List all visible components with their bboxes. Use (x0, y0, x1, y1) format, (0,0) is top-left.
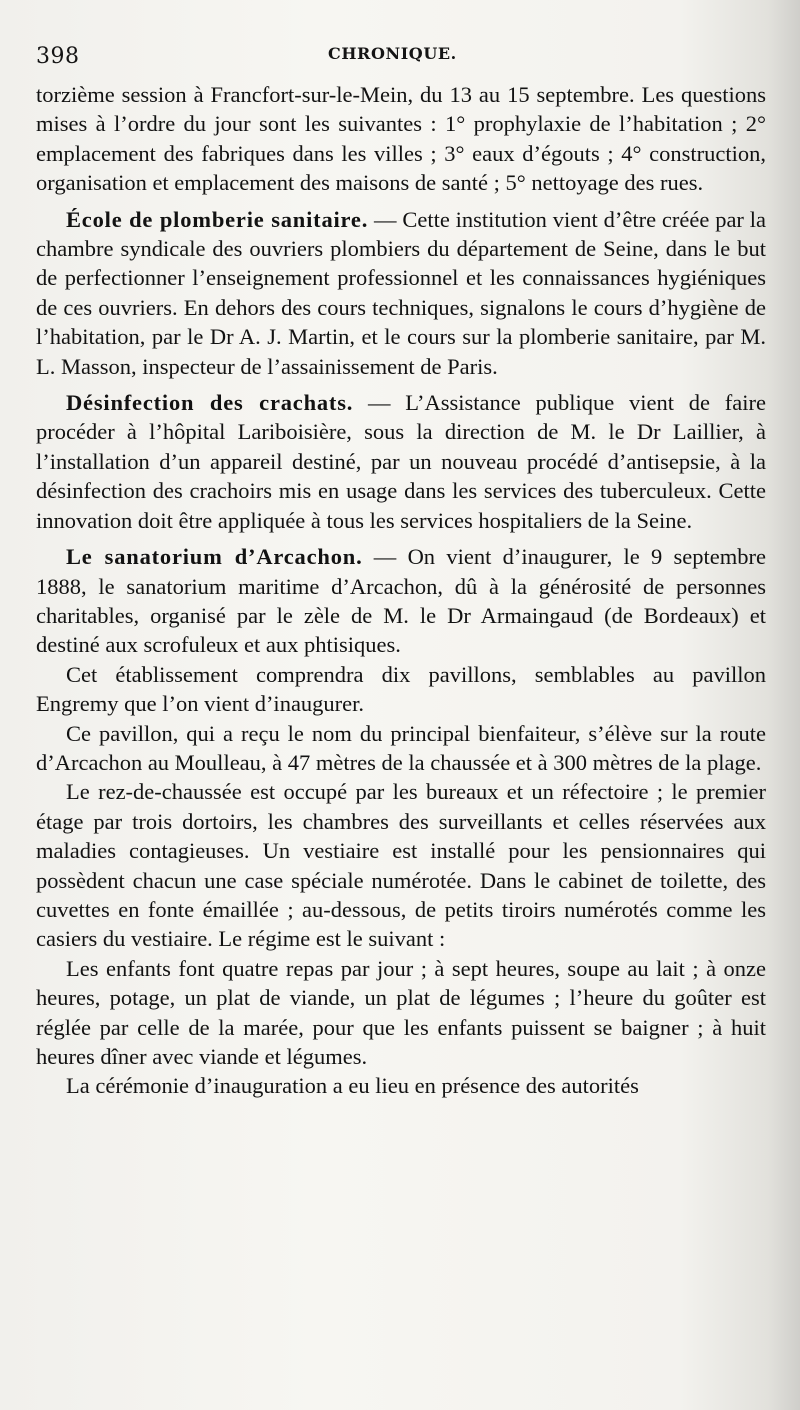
paragraph-sanatorium-arcachon (36, 542, 766, 660)
paragraph-rez-de-chaussee (36, 777, 766, 953)
page-number: 398 (36, 44, 80, 69)
paragraph-inauguration (36, 1071, 766, 1100)
paragraph-text: Le rez-de-chaussée est occupé par les bureaux et un réfectoire ; le premier étage par trois dortoirs, les chambres des surveillants et celles réservées aux maladies contagieuses. Un vestiaire est installé pour les pensionnaires qui possèdent chacun une case spéciale numérotée. Dans le cabinet de toilette, des cuvettes en fonte émaillée ; au-dessous, de petits tiroirs numérotés comme les casiers du vestiaire. Le régime est le suivant : (36, 779, 766, 952)
paragraph-pavillon-location (36, 719, 766, 778)
paragraph-text: Les enfants font quatre repas par jour ; à sept heures, soupe au lait ; à onze heures, potage, un plat de viande, un plat de légumes ; l’heure du goûter est réglée par celle de la marée, pour que les enfants puissent se baigner ; à huit heures dîner avec viande et légumes. (36, 955, 766, 1069)
section-rubric: Le sanatorium d’Arcachon. (66, 544, 363, 570)
paragraph-regime-repas (36, 954, 766, 1072)
paragraph-pavillons (36, 660, 766, 719)
em-dash: — (368, 390, 391, 416)
paragraph-text: L’Assistance publique vient de faire procéder à l’hôpital Lariboisière, sous la direction de M. le Dr Laillier, à l’installation d’un appareil destiné, par un nouveau procédé d’antisepsie, à la désinfection des crachoirs mis en usage dans les services des tuberculeux. Cette innovation doit être appliquée à tous les services hospitaliers de la Seine. (36, 390, 767, 533)
section-rubric: École de plomberie sanitaire. (66, 206, 369, 232)
paragraph-desinfection-crachats (36, 388, 766, 535)
running-head: CHRONIQUE. (328, 44, 457, 63)
paragraph-ecole-plomberie (36, 205, 766, 381)
paragraph-text: On vient d’inaugurer, le 9 septembre 1888, le sanatorium maritime d’Arcachon, dû à la générosité de personnes charitables, organisé par le zèle de M. le Dr Armaingaud (de Bordeaux) et destiné aux scrofuleux et aux phtisiques. (36, 544, 767, 658)
em-dash: — (373, 544, 397, 570)
page-header (36, 38, 764, 78)
paragraph-text: Ce pavillon, qui a reçu le nom du principal bienfaiteur, s’élève sur la route d’Arcachon au Moulleau, à 47 mètres de la chaussée et à 300 mètres de la plage. (36, 720, 766, 775)
paragraph-text: La cérémonie d’inauguration a eu lieu en présence des autorités (66, 1073, 639, 1099)
paragraph-text: Cet établissement comprendra dix pavillons, semblables au pavillon Engremy que l’on vient d’inaugurer. (36, 661, 766, 717)
body-text (36, 80, 766, 1101)
paragraph-text: torzième session à Francfort-sur-le-Mein, du 13 au 15 septembre. Les questions mises à l’ordre du jour sont les suivantes : 1° prophylaxie de l’habitation ; 2° emplacement des fabriques dans les villes ; 3° eaux d’égouts ; 4° construction, organisation et emplacement des maisons de santé ; 5° nettoyage des rues. (36, 82, 766, 196)
em-dash: — (374, 206, 397, 232)
paragraph-text: Cette institution vient d’être créée par la chambre syndicale des ouvriers plombiers du département de Seine, dans le but de perfectionner l’enseignement professionnel et les connaissances hygiéniques de ces ouvriers. En dehors des cours techniques, signalons le cours d’hygiène de l’habitation, par le Dr A. J. Martin, et le cours sur la plomberie sanitaire, par M. L. Masson, inspecteur de l’assainissement de Paris. (36, 206, 766, 379)
section-rubric: Désinfection des crachats. (66, 390, 354, 416)
paragraph-congress-continuation (36, 80, 766, 198)
